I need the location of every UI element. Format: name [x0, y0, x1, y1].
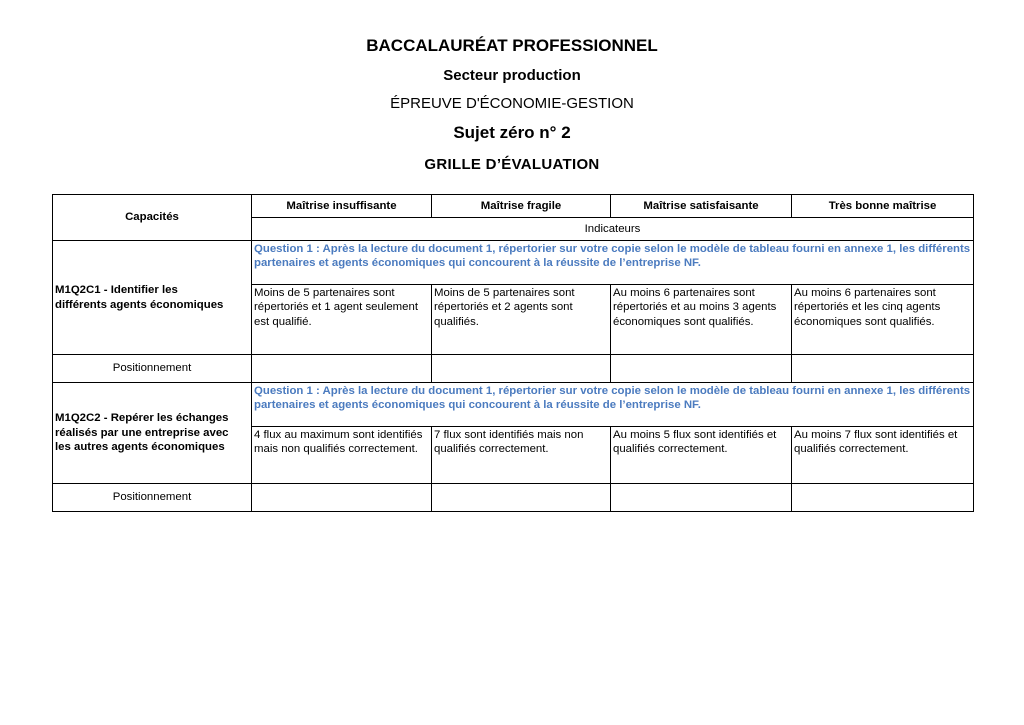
table-row — [53, 241, 974, 285]
table-header-row — [53, 195, 974, 218]
sector-subtitle: Secteur production — [443, 67, 581, 84]
positionnement-row — [53, 355, 974, 383]
question-cell: Question 1 : Après la lecture du document 1, répertorier sur votre copie selon le modèle de tableau fourni en annexe 1, les différents partenaires et agents économiques qui concourent à la réussite de l’entreprise NF. — [252, 241, 974, 285]
positionnement-label: Positionnement — [53, 484, 252, 512]
column-header: Maîtrise insuffisante — [252, 195, 432, 218]
level-cell: Au moins 6 partenaires sont répertoriés et au moins 3 agents économiques sont qualifiés. — [611, 285, 792, 355]
capacity-line: M1Q2C2 - Repérer les échanges — [55, 412, 229, 425]
positionnement-cell[interactable] — [252, 355, 432, 383]
capacites-header: Capacités — [53, 195, 252, 241]
capacity-line: les autres agents économiques — [55, 441, 225, 454]
column-header: Maîtrise fragile — [432, 195, 611, 218]
level-cell: 4 flux au maximum sont identifiés mais non qualifiés correctement. — [252, 427, 432, 484]
positionnement-cell[interactable] — [252, 484, 432, 512]
table-row — [53, 383, 974, 427]
positionnement-label: Positionnement — [53, 355, 252, 383]
exam-subtitle: ÉPREUVE D'ÉCONOMIE-GESTION — [390, 95, 634, 112]
evaluation-grid — [52, 194, 974, 512]
capacity-line: M1Q2C1 - Identifier les — [55, 284, 178, 297]
capacity-line: différents agents économiques — [55, 298, 224, 311]
document-title: BACCALAURÉAT PROFESSIONNEL — [366, 36, 658, 55]
capacity-cell — [53, 383, 252, 484]
level-cell: Au moins 6 partenaires sont répertoriés et les cinq agents économiques sont qualifiés. — [792, 285, 974, 355]
capacity-line: réalisés par une entreprise avec — [55, 426, 229, 439]
grid-title: GRILLE D’ÉVALUATION — [424, 156, 600, 173]
positionnement-cell[interactable] — [792, 355, 974, 383]
positionnement-row — [53, 484, 974, 512]
level-cell: Moins de 5 partenaires sont répertoriés et 1 agent seulement est qualifié. — [252, 285, 432, 355]
subject-number: Sujet zéro n° 2 — [453, 123, 571, 142]
level-cell: Moins de 5 partenaires sont répertoriés et 2 agents sont qualifiés. — [432, 285, 611, 355]
column-header: Très bonne maîtrise — [792, 195, 974, 218]
indicateurs-header: Indicateurs — [252, 218, 974, 241]
level-cell: 7 flux sont identifiés mais non qualifiés correctement. — [432, 427, 611, 484]
level-cell: Au moins 7 flux sont identifiés et qualifiés correctement. — [792, 427, 974, 484]
positionnement-cell[interactable] — [611, 355, 792, 383]
column-header: Maîtrise satisfaisante — [611, 195, 792, 218]
question-cell: Question 1 : Après la lecture du document 1, répertorier sur votre copie selon le modèle de tableau fourni en annexe 1, les différents partenaires et agents économiques qui concourent à la réussite de l’entreprise NF. — [252, 383, 974, 427]
level-cell: Au moins 5 flux sont identifiés et qualifiés correctement. — [611, 427, 792, 484]
positionnement-cell[interactable] — [792, 484, 974, 512]
capacity-cell — [53, 241, 252, 355]
positionnement-cell[interactable] — [432, 355, 611, 383]
positionnement-cell[interactable] — [611, 484, 792, 512]
positionnement-cell[interactable] — [432, 484, 611, 512]
